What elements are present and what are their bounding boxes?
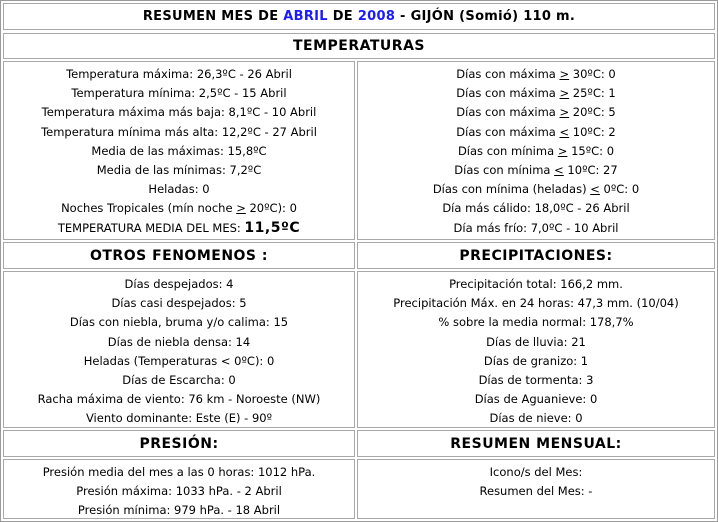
temp-days-text: Día más cálido: 18,0ºC - 26 Abril <box>442 201 630 216</box>
comparison-symbol: < <box>554 163 564 178</box>
temp-tropical-nights <box>61 199 297 218</box>
temp-days-item <box>456 84 615 103</box>
section-header-resumen <box>357 430 715 457</box>
temp-days-text: Días con máxima <box>456 67 560 81</box>
phenomena-item: Racha máxima de viento: 76 km - Noroeste (NW) <box>37 392 321 407</box>
tropical-sym: > <box>236 201 246 216</box>
temp-min-highest: Temperatura mínima más alta: 12,2ºC - 27 Abril <box>41 124 317 139</box>
section-title: PRESIÓN: <box>139 435 219 452</box>
temp-max-lowest: Temperatura máxima más baja: 8,1ºC - 10 Abril <box>41 105 317 120</box>
temp-avg-max: Media de las máximas: 15,8ºC <box>91 143 267 158</box>
temp-days-value: 30ºC: 0 <box>569 67 616 81</box>
comparison-symbol: > <box>559 105 570 120</box>
comparison-symbol: > <box>559 86 570 101</box>
temp-days-item <box>454 161 617 180</box>
temp-days-text: Días con máxima <box>456 86 560 101</box>
phenomena-item: Días de niebla densa: 14 <box>107 334 251 349</box>
precipitation-item: Días de lluvia: 21 <box>486 334 586 349</box>
temp-days-text: Días con máxima <box>456 124 560 139</box>
temp-days-item <box>458 142 614 161</box>
section-title: RESUMEN MENSUAL: <box>450 435 622 452</box>
precipitation-item: Precipitación Máx. en 24 horas: 47,3 mm. (10/04) <box>393 296 679 311</box>
temp-max: Temperatura máxima: 26,3ºC - 26 Abril <box>66 67 292 81</box>
title-year: 2008 <box>357 9 396 24</box>
tropical-pre: Noches Tropicales (mín noche <box>61 201 237 216</box>
comparison-symbol: > <box>557 143 568 158</box>
temp-days-item <box>442 199 629 218</box>
comparison-symbol: < <box>590 182 600 197</box>
temp-days-item <box>456 103 615 122</box>
other-phenomena-list <box>3 271 355 428</box>
temp-days-value: 10ºC: 2 <box>569 124 616 139</box>
temp-days-value: 15ºC: 0 <box>567 143 615 158</box>
temp-days-text: Días con máxima <box>456 105 560 120</box>
pressure-item: Presión media del mes a las 0 horas: 1012 hPa. <box>42 465 316 479</box>
precipitation-item: Días de tormenta: 3 <box>478 373 594 388</box>
tropical-post: 20ºC): 0 <box>245 201 297 216</box>
title-sep: - <box>400 9 406 24</box>
precipitation-item: % sobre la media normal: 178,7% <box>438 315 634 330</box>
temp-days-item <box>454 219 619 238</box>
phenomena-item: Días casi despejados: 5 <box>111 296 247 311</box>
section-title: OTROS FENOMENOS : <box>89 247 268 264</box>
section-header-presion <box>3 430 355 457</box>
pressure-item: Presión mínima: 979 hPa. - 18 Abril <box>77 503 281 518</box>
temp-days-text: Días con mínima <box>454 163 555 178</box>
summary-item: Resumen del Mes: - <box>479 484 593 499</box>
precipitation-item: Días de Aguanieve: 0 <box>474 392 598 407</box>
title-month: ABRIL <box>283 9 328 24</box>
temp-avg-min: Media de las mínimas: 7,2ºC <box>96 163 262 178</box>
temperature-stats-left <box>3 61 355 240</box>
temp-days-value: 10ºC: 27 <box>563 163 618 178</box>
temp-days-value: 25ºC: 1 <box>569 86 616 101</box>
summary-item: Icono/s del Mes: <box>489 465 583 479</box>
mean-label: TEMPERATURA MEDIA DEL MES: <box>57 220 245 235</box>
temp-days-value: 20ºC: 5 <box>569 105 616 120</box>
title-prefix: RESUMEN MES DE <box>142 9 279 24</box>
precipitation-item: Días de granizo: 1 <box>483 353 589 368</box>
phenomena-item: Días de Escarcha: 0 <box>122 373 236 388</box>
temperature-stats-right <box>357 61 715 240</box>
section-title: TEMPERATURAS <box>292 38 425 54</box>
temp-days-text: Día más frío: 7,0ºC - 10 Abril <box>453 220 619 235</box>
temp-days-text: Días con mínima (heladas) <box>432 182 591 197</box>
phenomena-item: Días con niebla, bruma y/o calima: 15 <box>69 315 289 330</box>
comparison-symbol: > <box>559 67 570 81</box>
temp-days-value: 0ºC: 0 <box>599 182 640 197</box>
temp-frost: Heladas: 0 <box>148 182 210 197</box>
monthly-summary-list <box>357 459 715 519</box>
temp-days-item <box>456 65 615 84</box>
section-header-precipitaciones <box>357 242 715 269</box>
mean-value: 11,5ºC <box>244 219 301 236</box>
temp-days-text: Días con mínima <box>457 143 558 158</box>
precipitation-item: Días de nieve: 0 <box>489 411 583 426</box>
temp-days-item <box>456 123 615 142</box>
phenomena-item: Heladas (Temperaturas < 0ºC): 0 <box>83 353 275 368</box>
phenomena-item: Viento dominante: Este (E) - 90º <box>85 411 273 426</box>
section-title: PRECIPITACIONES: <box>459 247 613 264</box>
section-header-otros <box>3 242 355 269</box>
pressure-item: Presión máxima: 1033 hPa. - 2 Abril <box>76 484 282 499</box>
precipitation-item: Precipitación total: 166,2 mm. <box>449 277 623 291</box>
temp-monthly-mean <box>58 219 300 238</box>
page-title <box>3 3 715 30</box>
title-place: GIJÓN (Somió) 110 m. <box>410 9 576 24</box>
section-header-temperaturas <box>3 33 715 59</box>
pressure-list <box>3 459 355 519</box>
temp-min: Temperatura mínima: 2,5ºC - 15 Abril <box>71 86 287 101</box>
comparison-symbol: < <box>559 124 570 139</box>
phenomena-item: Días despejados: 4 <box>124 277 234 291</box>
precipitation-list <box>357 271 715 428</box>
title-de: DE <box>332 9 353 24</box>
temp-days-item <box>433 180 639 199</box>
